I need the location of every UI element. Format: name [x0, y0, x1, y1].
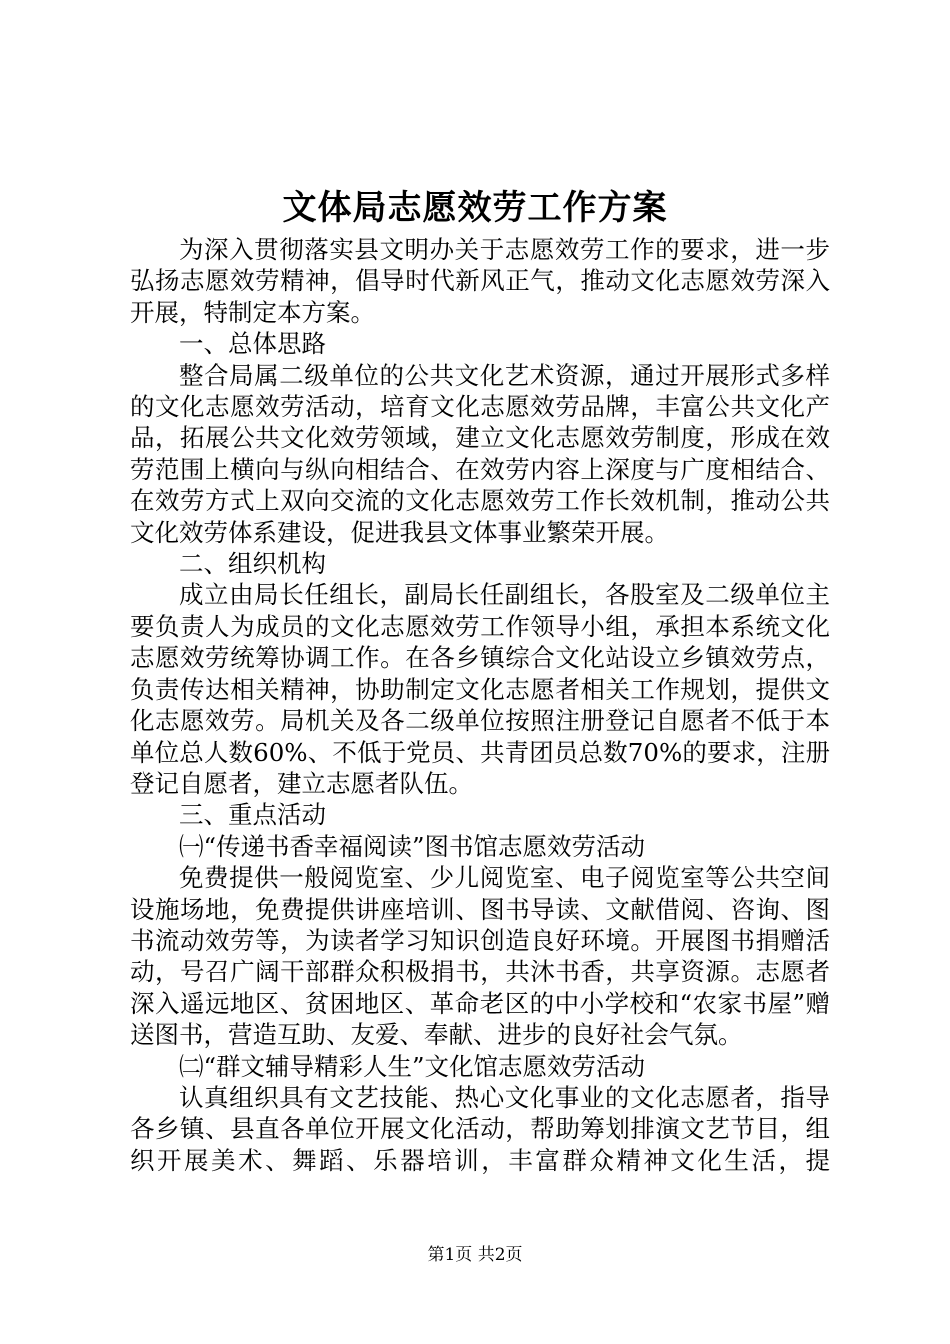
- page-number-footer: 第1页 共2页: [427, 1245, 523, 1265]
- section-heading-activities: 三、重点活动: [179, 800, 326, 830]
- section-heading-organization: 二、组织机构: [179, 549, 326, 579]
- overview-paragraph: 整合局属二级单位的公共文化艺术资源，通过开展形式多样的文化志愿效劳活动，培育文化志愿效劳品牌，丰富公共文化产品，拓展公共文化效劳领域，建立文化志愿效劳制度，形成在效劳范围上横向与纵向相结合、在效劳内容上深度与广度相结合、在效劳方式上双向交流的文化志愿效劳工作长效机制，推动公共文化效劳体系建设，促进我县文体事业繁荣开展。: [130, 360, 830, 547]
- section-heading-overview: 一、总体思路: [179, 329, 326, 359]
- cultural-center-activity-paragraph: 认真组织具有文艺技能、热心文化事业的文化志愿者，指导各乡镇、县直各单位开展文化活动，帮助筹划排演文艺节目，组织开展美术、舞蹈、乐器培训，丰富群众精神文化生活，提: [130, 1082, 830, 1175]
- organization-paragraph: 成立由局长任组长，副局长任副组长，各股室及二级单位主要负责人为成员的文化志愿效劳工作领导小组，承担本系统文化志愿效劳统筹协调工作。在各乡镇综合文化站设立乡镇效劳点，负责传达相关精神，协助制定文化志愿者相关工作规划，提供文化志愿效劳。局机关及各二级单位按照注册登记自愿者不低于本单位总人数60%、不低于党员、共青团员总数70%的要求，注册登记自愿者，建立志愿者队伍。: [130, 580, 830, 798]
- subheading-cultural-center-activity: ㈡“群文辅导精彩人生”文化馆志愿效劳活动: [179, 1051, 646, 1081]
- library-activity-paragraph: 免费提供一般阅览室、少儿阅览室、电子阅览室等公共空间设施场地，免费提供讲座培训、图书导读、文献借阅、咨询、图书流动效劳等，为读者学习知识创造良好环境。开展图书捐赠活动，号召广阔干部群众积极捐书，共沐书香，共享资源。志愿者深入遥远地区、贫困地区、革命老区的中小学校和“农家书屋”赠送图书，营造互助、友爱、奉献、进步的良好社会气氛。: [130, 863, 830, 1050]
- subheading-library-activity: ㈠“传递书香幸福阅读”图书馆志愿效劳活动: [179, 831, 646, 861]
- document-title: 文体局志愿效劳工作方案: [282, 188, 668, 228]
- document-body: [130, 234, 830, 1176]
- intro-paragraph: 为深入贯彻落实县文明办关于志愿效劳工作的要求，进一步弘扬志愿效劳精神，倡导时代新风正气，推动文化志愿效劳深入开展，特制定本方案。: [130, 235, 830, 327]
